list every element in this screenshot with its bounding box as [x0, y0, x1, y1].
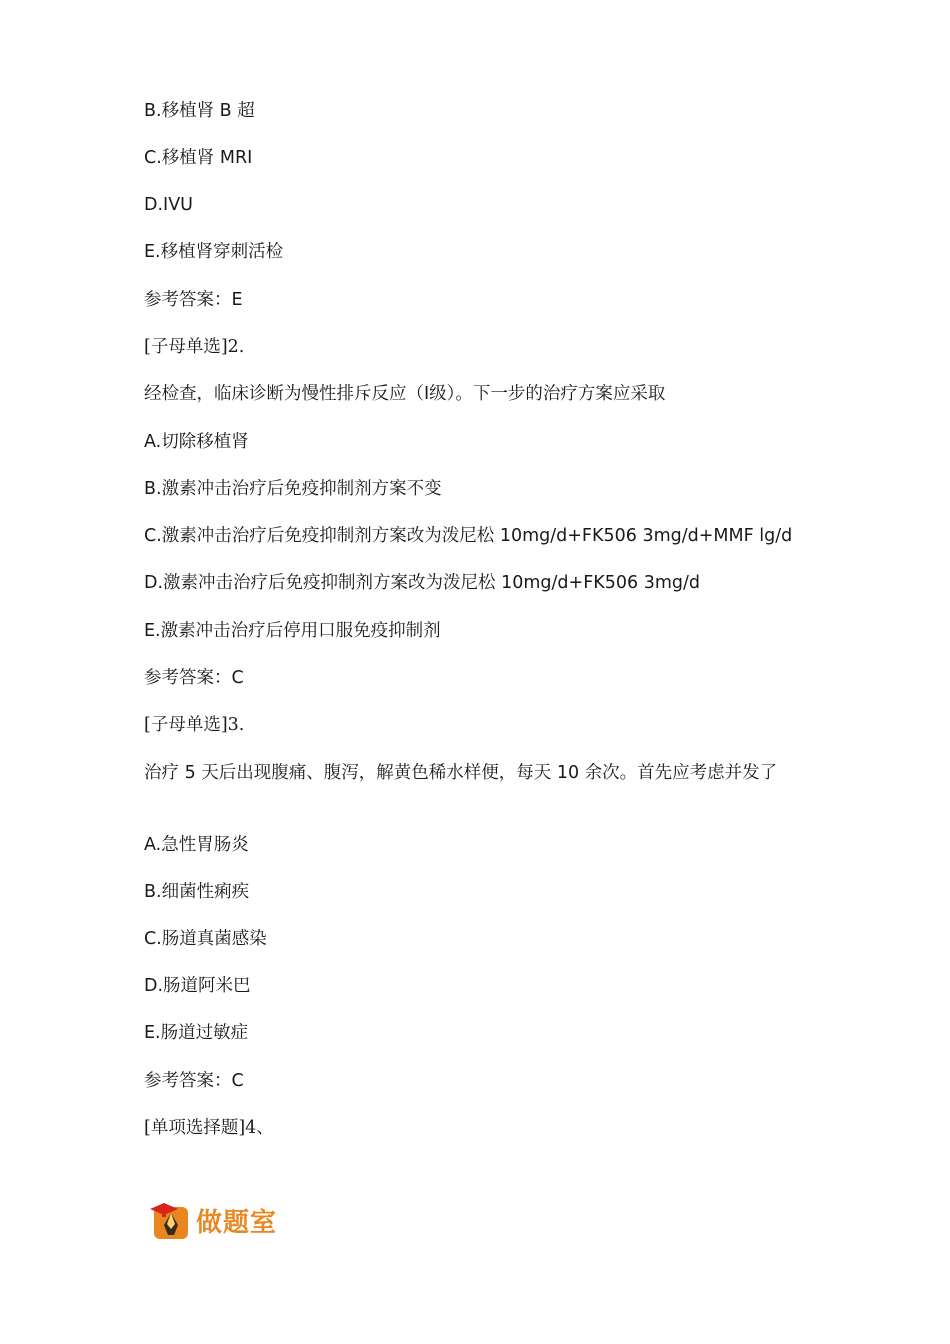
question-label-4: [单项选择题]4、	[144, 1118, 274, 1138]
option-a-q3: A.急性胃肠炎	[144, 835, 249, 855]
question-stem-3: 治疗 5 天后出现腹痛、腹泻，解黄色稀水样便，每天 10 余次。首先应考虑并发了	[144, 763, 778, 783]
question-stem-2: 经检查，临床诊断为慢性排斥反应（Ⅰ级）。下一步的治疗方案应采取	[144, 384, 666, 404]
answer-q2: 参考答案：C	[144, 668, 244, 688]
option-c-q1: C.移植肾 MRI	[144, 148, 253, 168]
option-b-q1: B.移植肾 B 超	[144, 101, 255, 121]
option-c-q3: C.肠道真菌感染	[144, 929, 267, 949]
option-e-q1: E.移植肾穿刺活检	[144, 242, 284, 262]
option-d-q2: D.激素冲击治疗后免疫抑制剂方案改为泼尼松 10mg/d+FK506 3mg/d	[144, 573, 700, 593]
option-b-q2: B.激素冲击治疗后免疫抑制剂方案不变	[144, 479, 442, 499]
option-d-q3: D.肠道阿米巴	[144, 976, 251, 996]
option-c-q2: C.激素冲击治疗后免疫抑制剂方案改为泼尼松 10mg/d+FK506 3mg/d+MMF lg/d	[144, 526, 793, 546]
question-label-2: [子母单选]2.	[144, 337, 245, 357]
option-e-q3: E.肠道过敏症	[144, 1023, 249, 1043]
logo-icon	[148, 1197, 194, 1243]
option-e-q2: E.激素冲击治疗后停用口服免疫抑制剂	[144, 621, 441, 641]
question-label-3: [子母单选]3.	[144, 715, 245, 735]
brand-logo	[148, 1196, 277, 1244]
answer-q1: 参考答案：E	[144, 290, 243, 310]
option-b-q3: B.细菌性痢疾	[144, 882, 250, 902]
answer-q3: 参考答案：C	[144, 1071, 244, 1091]
option-a-q2: A.切除移植肾	[144, 432, 249, 452]
option-d-q1: D.IVU	[144, 195, 193, 215]
logo-text: 做题室	[196, 1207, 278, 1238]
